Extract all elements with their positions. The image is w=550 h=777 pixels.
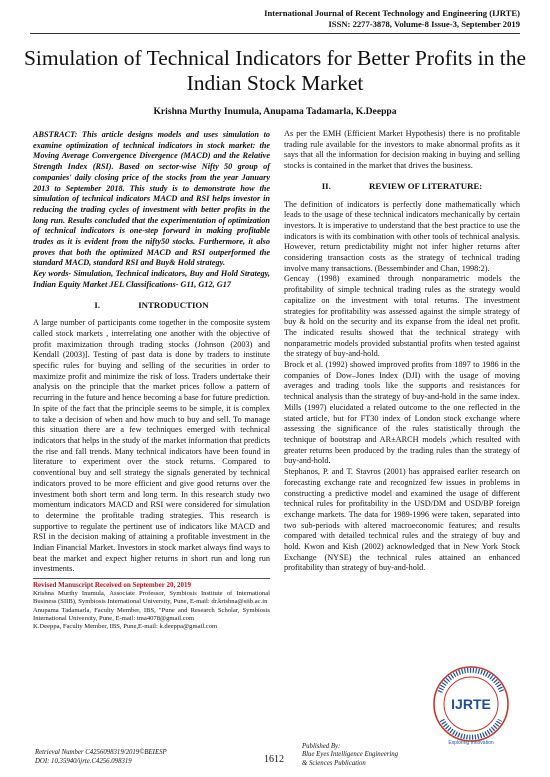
publisher-info [302, 743, 398, 769]
logo-text: IJRTE [451, 696, 491, 712]
left-column [33, 130, 270, 632]
header-rule [30, 33, 520, 34]
journal-issn: ISSN: 2277-3878, Volume-8 Issue-3, September 2019 [328, 19, 520, 29]
ijrte-logo-graphic [426, 664, 516, 748]
revised-note: Revised Manuscript Received on September 20, 2019 [33, 581, 191, 590]
introduction-paragraph: A large number of participants come together in the composite system called stock markets , interrelating one another with the objective of profit maximization through trading stocks (Johnson (2003) and Kendall (2003)]. Testing of past data is done by traders to institute specific rules for buying and selling of the securities in order to maximize profit and minimize the risk of loss. Traders undertake their analysis on the principle that the market prices follow a pattern of recurring in the future and hence becoming a base for future prediction. In spite of the fact that the principle seems to be simple, it is complex to take a decision of when and how much to buy and sell. To manage this situation there are a few techniques emerged with technical indicators that helps in the study of the market information that predicts the rise and fall trends. Many technical indicators have been found in literature to experiment over the stock returns. Compared to conventional buy and sell strategy the signals generated by technical indicators proved to be more efficient and give good returns over the investment both short term and long term. In this research study two momentum indicators MACD and RSI were considered for simulation to determine the profitable trading strategies. This research is supportive to regulate the pertinent use of indicators like MACD and RSI in the decision making of attaining a profitable investment in the Indian Financial Market. Investors in stock market always find ways to beat the market and expect higher returns in short run and long run investments. [33, 318, 270, 574]
review-paragraph: Brock et al. (1992) showed improved profits from 1897 to 1986 in the companies of Dow–Jones Index (DJI) with the usage of moving averages and trading tools like the supports and resistances for technical analysis than the strategy of buy-and-hold in the same index. Mills (1997) elucidated a related outcome to the one reflected in the stated article, but for FT30 index of London stock exchange where assessing the significance of the rules statistically through the technique of bootstrap and AR±ARCH models ,which resulted with greater returns been produced by the trading rules than the strategy of buy-and-hold. [284, 360, 520, 466]
section-title: REVIEW OF LITERATURE: [369, 180, 483, 191]
section-heading-introduction [33, 300, 270, 311]
keywords: Key words- Simulation, Technical indicators, Buy and Hold Strategy, Indian Equity Market JEL Classifications- G11, G12, G17 [33, 269, 270, 289]
section-number: II. [321, 180, 331, 191]
page-number: 1612 [264, 754, 284, 765]
review-paragraph: The definition of indicators is perfectly done mathematically which leads to the usage of these technical indicators mechanically by certain investors. It is imperative to understand that the best practice to use the indicators is with its combination with other tools of technical analysis. However, return predictability might not infer higher returns after considering transaction costs as the strategy of technical trading involve many transactions. (Bessembinder and Chan, 1998:2). [284, 199, 520, 273]
publisher-line-2: & Sciences Publication [302, 760, 366, 768]
footnote-rule [33, 578, 270, 579]
logo-caption: Exploring Innovation [448, 740, 494, 746]
journal-name: International Journal of Recent Technology and Engineering (IJRTE) [264, 8, 520, 18]
emh-paragraph: As per the EMH (Efficient Market Hypothesis) there is no profitable trading rule available for the investors to make abnormal profits as it says that all the information for decision making in buying and selling stocks is contained in the market that drives the business. [284, 129, 520, 171]
publisher-line-1: Blue Eyes Intelligence Engineering [302, 751, 399, 759]
doi-link[interactable]: DOI: 10.35940/ijrte.C4256.098319 [35, 758, 132, 765]
right-column [284, 129, 520, 574]
paper-title: Simulation of Technical Indicators for Better Profits in the Indian Stock Market [23, 46, 527, 95]
footer-identifiers [35, 748, 167, 766]
author-note-1: Krishna Murthy Inumula, Associate Professor, Symbiosis Institute of International Business (SIIB), Symbiosis International University, Pune, E-mail: dr.krishna@siib.ac.in [33, 590, 270, 606]
section-number: I. [94, 299, 101, 310]
ijrte-logo [426, 664, 516, 748]
page-footer [0, 737, 550, 777]
section-title: INTRODUCTION [138, 299, 209, 310]
author-list: Krishna Murthy Inumula, Anupama Tadamarla, K.Deeppa [153, 106, 397, 117]
author-note-3: K.Deeppa, Faculty Member, IBS, Pune,E-mail: k.deeppa@gmail.com [33, 623, 218, 631]
abstract: ABSTRACT: This article designs models and uses simulation to examine optimization of technical indicators in stock market: the Moving Average Convergence Divergence (MACD) and the Relative Strength Index (RSI). Based on sector-wise Nifty 50 group of companies' daily closing price of the stocks from the year January 2013 to September 2018. This study is to demonstrate how the simulation of technical indicators MACD and RSI helps investor in reducing the trading cycles of investment with better profits in the long run. Results concluded that the experimentation of optimization of technical indicators is one-step forward in making profitable trades as it is evident from the nifty50 stocks. Furthermore, it also proves that both the optimized MACD and RSI outperformed the standard MACD, standard RSI and Buy& Hold strategy. [33, 130, 270, 268]
review-paragraph: Stephanos, P. and T. Stavros (2001) has appraised earlier research on forecasting exchange rate and recognized few issues in problems in constructing a predictive model and examined the usage of different technical rules for profitability in the USD/DM and USD/BP foreign exchange markets. The data for 1989-1996 were taken, separated into two sub-periods with altered macroeconomic features; and results compared with detailed technical rules and the strategy of buy and hold. Kwon and Kish (2002) acknowledged that in New York Stock Exchange (NYSE) the technical rules attained an enhanced profitability than strategy of buy-and-hold. [284, 467, 520, 573]
published-by: Published By: [302, 742, 341, 750]
journal-header [264, 8, 520, 30]
section-heading-review [284, 181, 520, 192]
review-paragraph: Gencay (1998) examined through nonparametric models the profitability of simple technical trading rules as the strategy would capitalize on the investment with total returns. The investment strategies for profitability was assessed against the simple strategy of buy & hold on the security and its expanse from the ideal net profit. The indicated results showed that the technical strategy with nonparametric models provided substantial profits when tested against the strategy of buy-and-hold. [284, 274, 520, 359]
retrieval-number: Retrieval Number C4256098319/2019©BEIESP [35, 749, 167, 756]
author-note-2: Anupama Tadamarla, Faculty Member, IBS, "Pune and Research Scholar, Symbiosis International University, Pune, E-mail: tma4078@gmail.com [33, 606, 270, 623]
